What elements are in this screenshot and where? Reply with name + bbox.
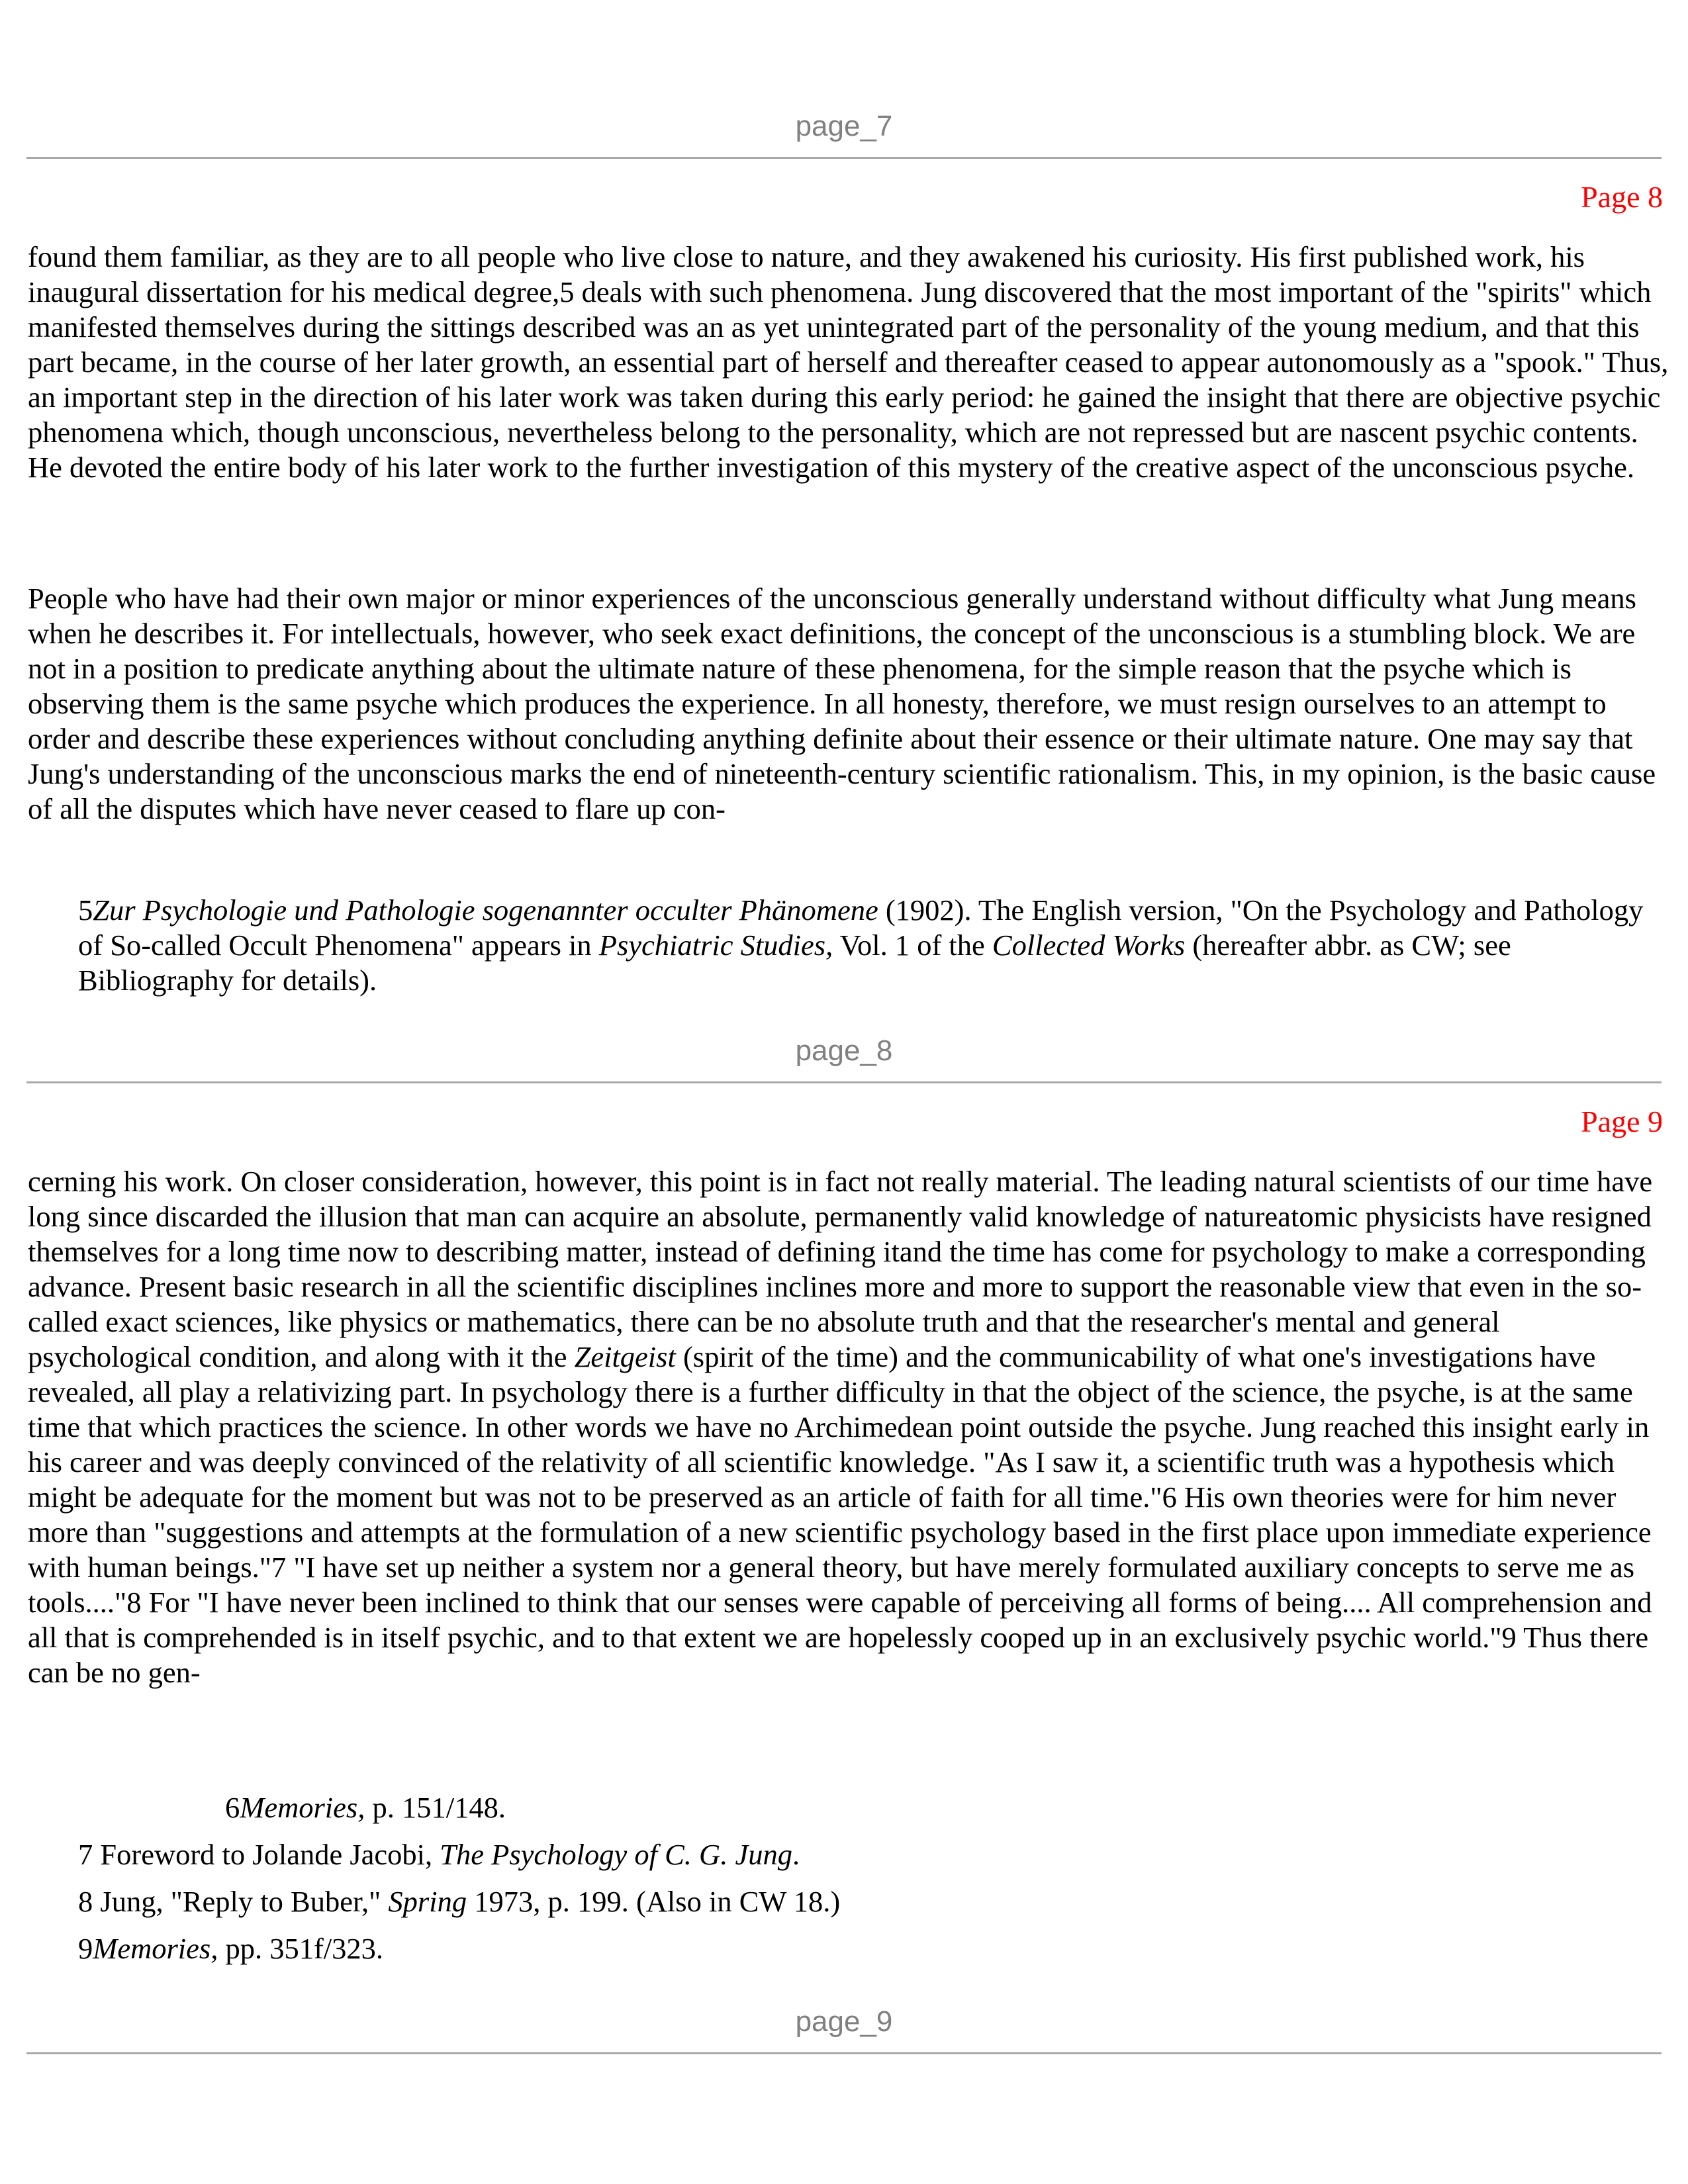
footnote-5: 5Zur Psychologie und Pathologie sogenannter occulter Phänomene (1902). The English version, "On the Psychology and Pathology of So-called Occult Phenomena" appears in Psychiatric Studies, Vol. 1 of the Collected Works (hereafter abbr. as CW; see Bibliography for details). <box>78 893 1644 997</box>
page-divider <box>26 2052 1662 2054</box>
footnote-6: 6Memories, p. 151/148. <box>225 1791 506 1824</box>
page-number-8: Page 8 <box>1581 180 1663 214</box>
page-marker-8: page_8 <box>795 1034 893 1067</box>
page-marker-7: page_7 <box>795 110 893 142</box>
page-number-9: Page 9 <box>1581 1105 1663 1138</box>
page-divider <box>26 1081 1662 1083</box>
page-divider <box>26 157 1662 159</box>
footnote-7: 7 Foreword to Jolande Jacobi, The Psychology of C. G. Jung. <box>78 1838 800 1871</box>
body-paragraph: cerning his work. On closer consideration, however, this point is in fact not really material. The leading natural scientists of our time have long since discarded the illusion that man can acquire an absolute, permanently valid knowledge of natureatomic physicists have resigned themselves for a long time now to describing matter, instead of defining itand the time has come for psychology to make a corresponding advance. Present basic research in all the scientific disciplines inclines more and more to support the reasonable view that even in the so-called exact sciences, like physics or mathematics, there can be no absolute truth and that the researcher's mental and general psychological condition, and along with it the Zeitgeist (spirit of the time) and the communicability of what one's investigations have revealed, all play a relativizing part. In psychology there is a further difficulty in that the object of the science, the psyche, is at the same time that which practices the science. In other words we have no Archimedean point outside the psyche. Jung reached this insight early in his career and was deeply convinced of the relativity of all scientific knowledge. "As I saw it, a scientific truth was a hypothesis which might be adequate for the moment but was not to be preserved as an article of faith for all time."6 His own theories were for him never more than "suggestions and attempts at the formulation of a new scientific psychology based in the first place upon immediate experience with human beings."7 "I have set up neither a system nor a general theory, but have merely formulated auxiliary concepts to serve me as tools...."8 For "I have never been inclined to think that our senses were capable of perceiving all forms of being.... All comprehension and all that is comprehended is in itself psychic, and to that extent we are hopelessly cooped up in an exclusively psychic world."9 Thus there can be no gen- <box>28 1165 1653 1689</box>
page-marker-9: page_9 <box>795 2005 893 2038</box>
footnote-8: 8 Jung, "Reply to Buber," Spring 1973, p. 199. (Also in CW 18.) <box>78 1885 841 1918</box>
body-paragraph: found them familiar, as they are to all people who live close to nature, and they awakened his curiosity. His first published work, his inaugural dissertation for his medical degree,5 deals with such phenomena. Jung discovered that the most important of the "spirits" which manifested themselves during the sittings described was an as yet unintegrated part of the personality of the young medium, and that this part became, in the course of her later growth, an essential part of herself and thereafter ceased to appear autonomously as a "spook." Thus, an important step in the direction of his later work was taken during this early period: he gained the insight that there are objective psychic phenomena which, though unconscious, nevertheless belong to the personality, which are not repressed but are nascent psychic contents. He devoted the entire body of his later work to the further investigation of this mystery of the creative aspect of the unconscious psyche. <box>28 240 1669 484</box>
body-paragraph: People who have had their own major or minor experiences of the unconscious generally understand without difficulty what Jung means when he describes it. For intellectuals, however, who seek exact definitions, the concept of the unconscious is a stumbling block. We are not in a position to predicate anything about the ultimate nature of these phenomena, for the simple reason that the psyche which is observing them is the same psyche which produces the experience. In all honesty, therefore, we must resign ourselves to an attempt to order and describe these experiences without concluding anything definite about their essence or their ultimate nature. One may say that Jung's understanding of the unconscious marks the end of nineteenth-century scientific rationalism. This, in my opinion, is the basic cause of all the disputes which have never ceased to flare up con- <box>28 582 1656 825</box>
footnote-9: 9Memories, pp. 351f/323. <box>78 1932 384 1965</box>
